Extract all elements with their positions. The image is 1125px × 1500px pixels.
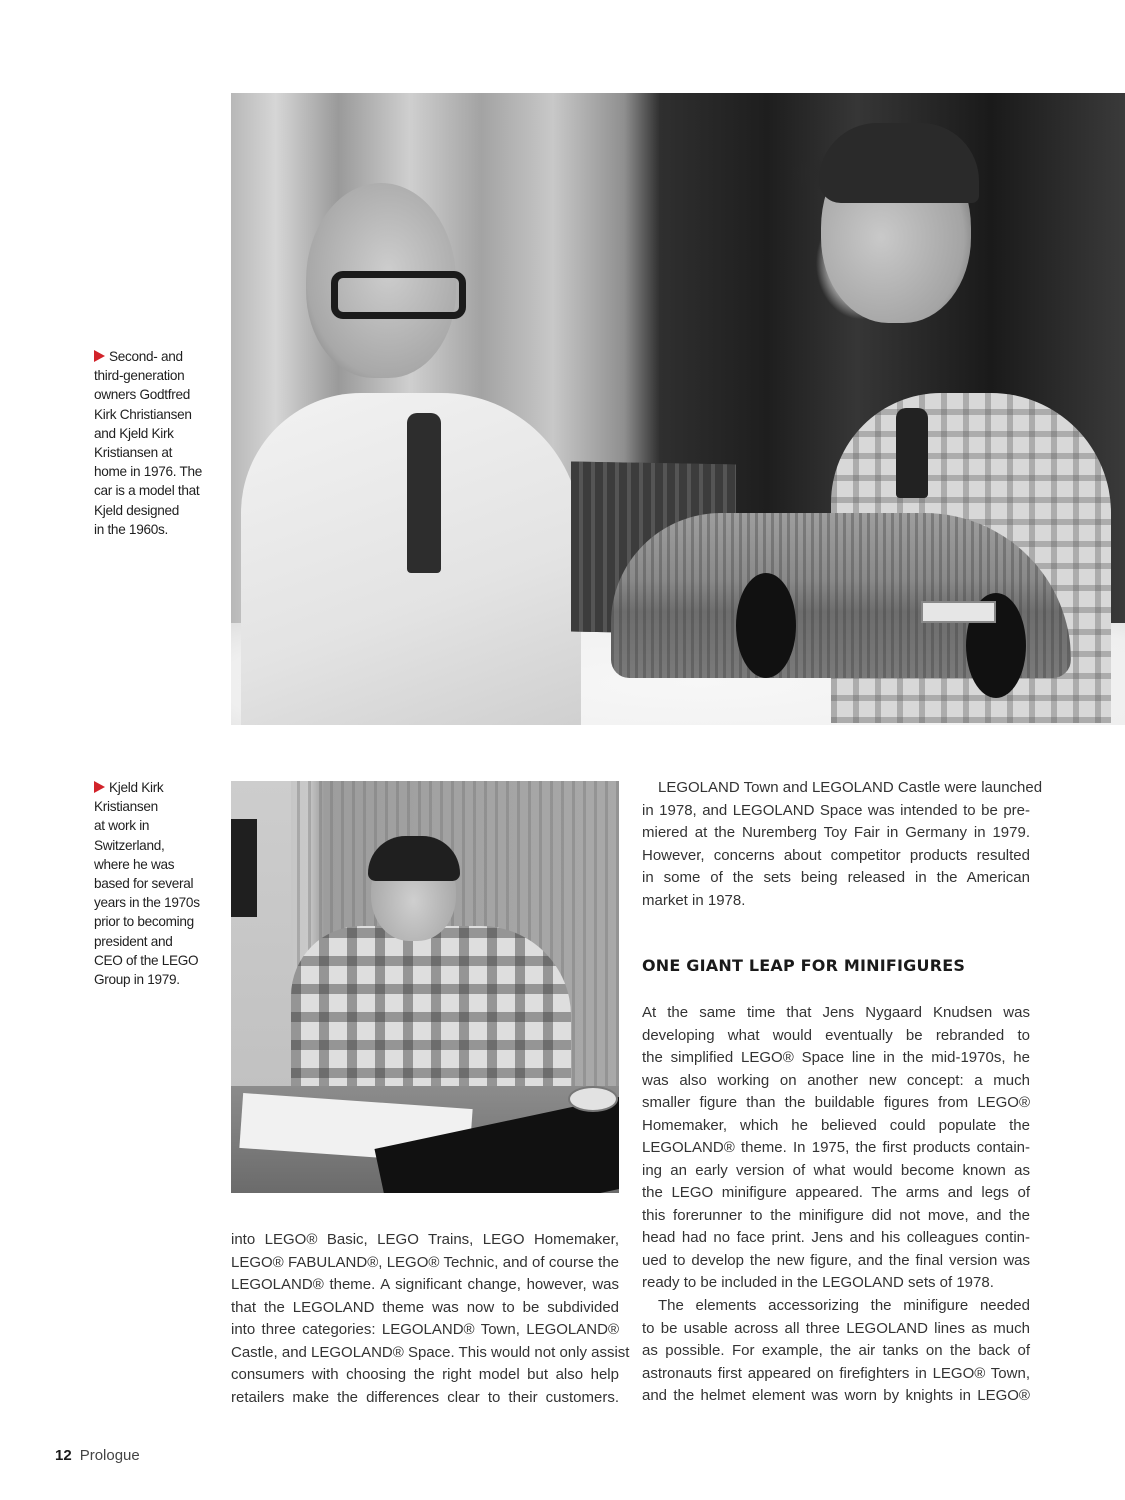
caption-line: Switzerland, (94, 837, 165, 853)
text-line: Homemaker, which he believed could populate the (642, 1116, 1030, 1134)
caption-line: years in the 1970s (94, 895, 200, 911)
text-line: miered at the Nuremberg Toy Fair in Germany in 1979. (642, 824, 1030, 841)
caption-line: Kjeld designed (94, 502, 179, 518)
text-line: was also working on another new concept: a much (642, 1071, 1030, 1089)
caption-top-photo (94, 347, 229, 539)
text-line: to be usable across all three LEGOLAND lines as much (642, 1319, 1030, 1337)
caption-line: in the 1960s. (94, 521, 168, 537)
text-line: LEGOLAND Town and LEGOLAND Castle were launched (658, 779, 1043, 796)
photo-plaid-shirt (291, 926, 571, 1106)
section-name: Prologue (79, 1447, 140, 1464)
photo-glasses (331, 271, 466, 319)
text-line: smaller figure than the buildable figures from LEGO® (642, 1094, 1030, 1111)
caption-line: Kristiansen at (94, 445, 173, 461)
text-line: market in 1978. (642, 891, 746, 909)
photo-ashtray (568, 1086, 618, 1112)
text-line: However, concerns about competitor products resulted (642, 846, 1030, 864)
photo-christiansen-car-model (231, 93, 1125, 725)
caption-line: president and (94, 933, 173, 949)
page-footer (55, 1447, 140, 1464)
caption-line: Kjeld Kirk (109, 780, 164, 795)
text-line: that the LEGOLAND theme was now to be subdivided (231, 1298, 619, 1316)
caption-line: car is a model that (94, 483, 200, 499)
caption-line: Second- and (109, 349, 183, 364)
page-number: 12 (55, 1447, 72, 1464)
text-line: as possible. For example, the air tanks on the back of (642, 1342, 1030, 1359)
text-line: Castle, and LEGOLAND® Space. This would not only assist (231, 1343, 630, 1361)
body-paragraph-minifigure-origin (642, 1002, 1030, 1295)
photo-figure-right-tie (896, 408, 928, 498)
caption-line: and Kjeld Kirk (94, 425, 174, 441)
text-line: ing an early version of what would become known as (642, 1161, 1030, 1179)
text-line: the simplified LEGO® Space line in the mid-1970s, he (642, 1049, 1030, 1066)
caption-line: CEO of the LEGO (94, 952, 199, 968)
text-line: the LEGO minifigure appeared. The arms and legs of (642, 1184, 1030, 1201)
body-paragraph-legoland-launch (642, 777, 1043, 912)
text-line: astronauts first appeared on firefighters in LEGO® Town, (642, 1364, 1030, 1382)
caption-marker-triangle-icon (94, 350, 105, 362)
text-line: into LEGO® Basic, LEGO Trains, LEGO Homemaker, (231, 1231, 619, 1248)
text-line: consumers with choosing the right model but also help (231, 1366, 619, 1383)
text-line: LEGO® FABULAND®, LEGO® Technic, and of course the (231, 1253, 619, 1271)
text-line: into three categories: LEGOLAND® Town, LEGOLAND® (231, 1321, 619, 1338)
caption-desk-photo (94, 778, 229, 989)
text-line: and the helmet element was worn by knights in LEGO® (642, 1387, 1030, 1404)
text-line: developing what would eventually be rebranded to (642, 1026, 1030, 1044)
text-line: in 1978, and LEGOLAND Space was intended to be pre- (642, 801, 1030, 819)
photo-figure-right-hair (819, 123, 979, 203)
section-heading: ONE GIANT LEAP FOR MINIFIGURES (642, 956, 966, 975)
photo-car-wheel (736, 573, 796, 678)
text-line: ued to develop the new figure, and the final version was (642, 1251, 1030, 1269)
text-line: At the same time that Jens Nygaard Knudsen was (642, 1004, 1030, 1021)
caption-line: where he was (94, 856, 175, 872)
photo-kjeld-at-desk (231, 781, 619, 1193)
text-line: LEGOLAND® theme. A significant change, however, was (231, 1276, 619, 1293)
body-paragraph-accessories (642, 1295, 1030, 1408)
text-line: LEGOLAND® theme. In 1975, the first products contain- (642, 1139, 1030, 1156)
caption-line: third-generation (94, 368, 185, 384)
caption-line: based for several (94, 876, 194, 892)
photo-car-rear-window (921, 601, 996, 623)
text-line: head had no face print. Jens and his colleagues contin- (642, 1229, 1030, 1246)
caption-line: Group in 1979. (94, 972, 180, 988)
text-line: ready to be included in the LEGOLAND sets of 1978. (642, 1274, 994, 1291)
caption-line: at work in (94, 818, 150, 834)
caption-line: prior to becoming (94, 914, 194, 930)
text-line: retailers make the differences clear to their customers. (231, 1388, 619, 1406)
text-line: in some of the sets being released in the American (642, 869, 1030, 886)
photo-figure-left-tie (407, 413, 441, 573)
caption-marker-triangle-icon (94, 781, 105, 793)
caption-line: owners Godtfred (94, 387, 190, 403)
caption-line: home in 1976. The (94, 464, 203, 480)
text-line: this forerunner to the minifigure did not move, and the (642, 1206, 1030, 1224)
text-line: The elements accessorizing the minifigure needed (658, 1297, 1030, 1314)
photo-poster (231, 819, 257, 917)
caption-line: Kristiansen (94, 799, 158, 815)
caption-line: Kirk Christiansen (94, 406, 192, 422)
photo-figure-hair (368, 836, 460, 881)
body-paragraph-legoland-subdivision (231, 1229, 630, 1409)
